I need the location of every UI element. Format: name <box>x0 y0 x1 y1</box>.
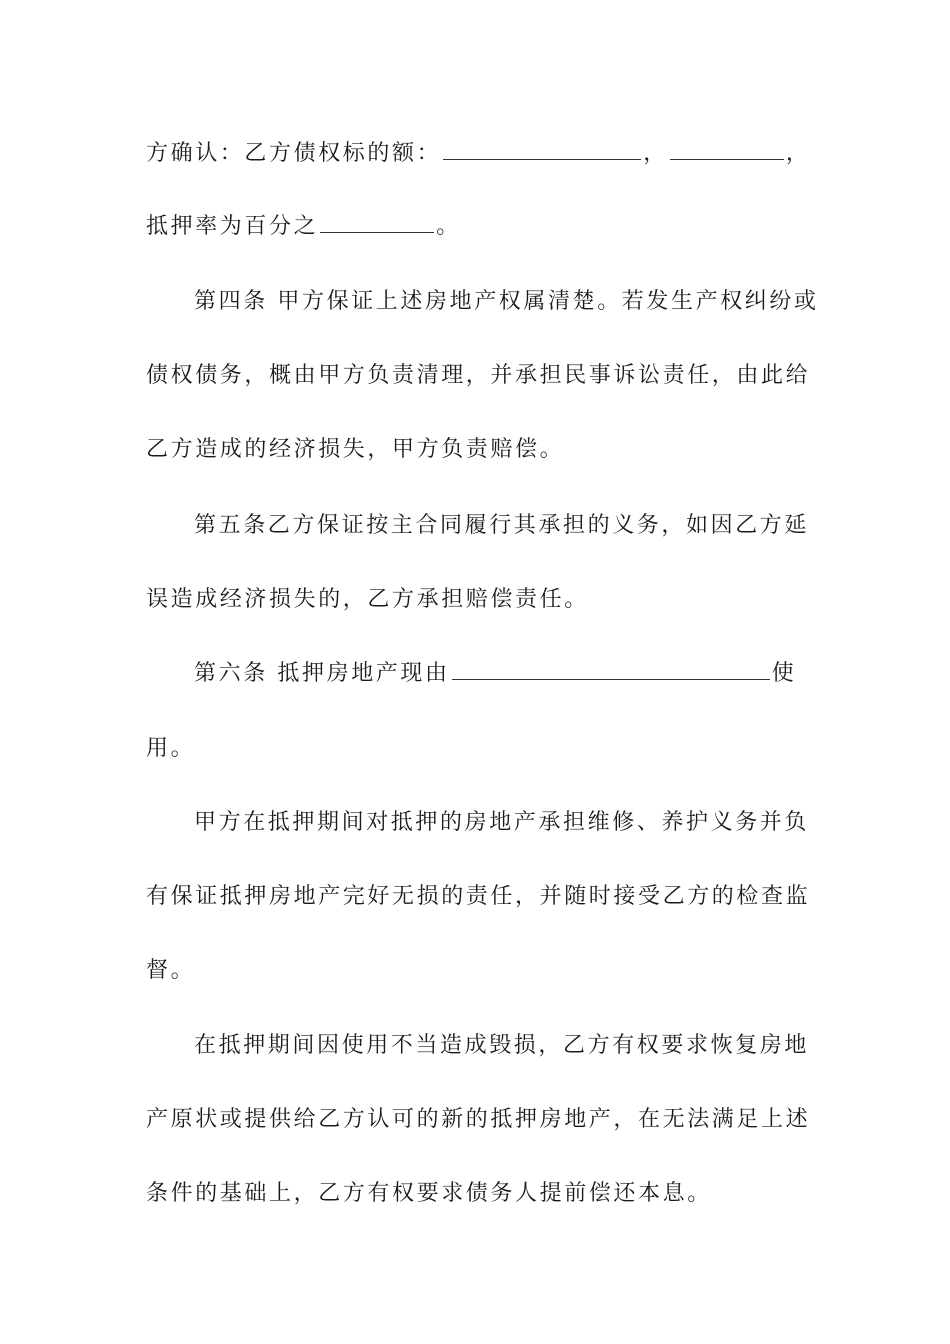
mortgage-rate-label: 抵押率为百分之 <box>146 214 319 239</box>
text-line <box>146 212 806 242</box>
debt-amount-blank-2[interactable] <box>670 139 784 160</box>
article-6-suffix: 使 <box>771 661 797 686</box>
debt-amount-blank[interactable] <box>443 139 641 160</box>
maintenance-line-1: 甲方在抵押期间对抵押的房地产承担维修、养护义务并负 <box>194 810 810 835</box>
line-end-comma: ， <box>785 141 811 166</box>
article-6-label: 第六条 抵押房地产现由 <box>194 661 450 686</box>
line-end-period: 。 <box>436 214 461 239</box>
damage-line-3: 条件的基础上，乙方有权要求债务人提前偿还本息。 <box>146 1181 712 1206</box>
maintenance-line-2: 有保证抵押房地产完好无损的责任，并随时接受乙方的检查监 <box>146 884 811 909</box>
damage-line-1: 在抵押期间因使用不当造成毁损，乙方有权要求恢复房地 <box>194 1033 810 1058</box>
user-blank[interactable] <box>452 659 770 680</box>
damage-line-2: 产原状或提供给乙方认可的新的抵押房地产，在无法满足上述 <box>146 1107 811 1132</box>
maintenance-line-3: 督。 <box>146 958 196 983</box>
separator-comma: ， <box>643 141 668 166</box>
mortgage-rate-blank[interactable] <box>320 212 434 233</box>
article-4-line-3: 乙方造成的经济损失，甲方负责赔偿。 <box>146 437 565 462</box>
debt-amount-label: 方确认：乙方债权标的额： <box>146 141 442 166</box>
article-6-line-2: 用。 <box>146 736 196 761</box>
article-5-line-1: 第五条乙方保证按主合同履行其承担的义务，如因乙方延 <box>194 513 810 538</box>
article-4-line-2: 债权债务，概由甲方负责清理，并承担民事诉讼责任，由此给 <box>146 363 811 388</box>
article-5-line-2: 误造成经济损失的，乙方承担赔偿责任。 <box>146 587 589 612</box>
article-6-line-1 <box>194 659 806 689</box>
article-4-line-1: 第四条 甲方保证上述房地产权属清楚。若发生产权纠纷或 <box>194 289 819 314</box>
text-line <box>146 139 811 169</box>
